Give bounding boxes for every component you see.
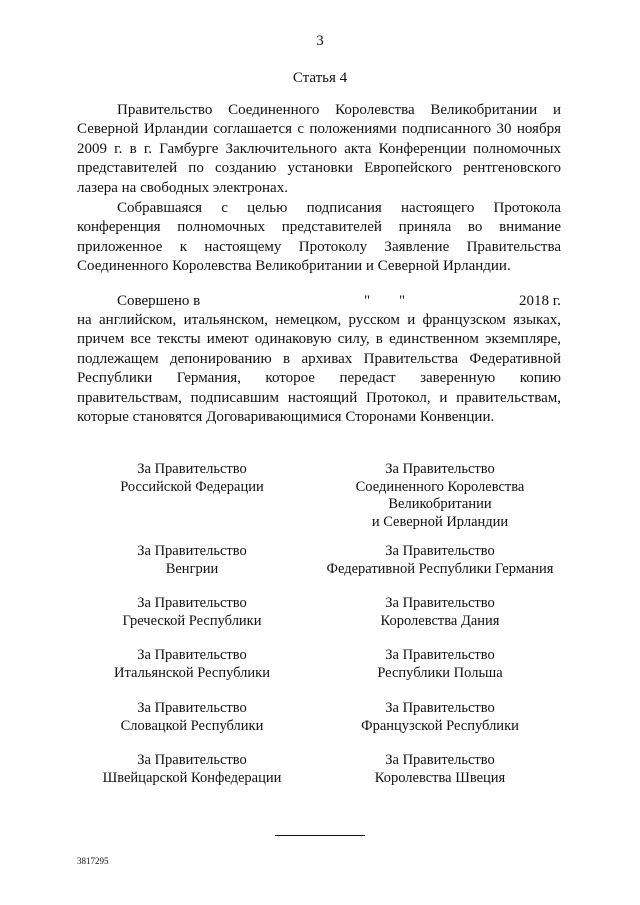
quote-open: " bbox=[364, 293, 371, 309]
signature-party: Греческой Республики bbox=[122, 612, 262, 629]
signature-party: Королевства Дания bbox=[380, 612, 500, 629]
paragraph-1: Правительство Соединенного Королевства Великобритании и Северной Ирландии соглашается с положениями подписанного 30 ноября 2009 г. в г. Гамбурге Заключительного акта Конференции полномочных представителей по созданию установки Европейского рентгеновского лазера на свободных электронах. bbox=[77, 102, 561, 196]
signature-block-right bbox=[315, 752, 565, 787]
signature-block-left bbox=[82, 543, 302, 578]
signature-line: За Правительство bbox=[137, 595, 247, 611]
signature-party: Российской Федерации bbox=[120, 478, 264, 495]
signature-block-right bbox=[315, 543, 565, 578]
signature-party: Французской Республики bbox=[361, 717, 519, 734]
signature-party: Венгрии bbox=[165, 560, 219, 577]
signature-party: Словацкой Республики bbox=[120, 717, 264, 734]
signature-party: и Северной Ирландии bbox=[371, 513, 509, 530]
paragraph-2: Собравшаяся с целью подписания настоящего Протокола конференция полномочных представителей приняла во внимание приложенное к настоящему Протоколу Заявление Правительства Соединенного Королевства Великобритании и Северной Ирландии. bbox=[77, 200, 561, 275]
done-at-label: Совершено в bbox=[117, 293, 201, 309]
signature-line: За Правительство bbox=[137, 700, 247, 716]
signature-line: За Правительство bbox=[137, 752, 247, 768]
article-title: Статья 4 bbox=[292, 70, 348, 86]
signature-block-right bbox=[315, 461, 565, 531]
signature-line: За Правительство bbox=[385, 647, 495, 663]
signature-block-left bbox=[82, 595, 302, 630]
signature-party: Федеративной Республики Германия bbox=[326, 560, 554, 577]
signature-block-left bbox=[82, 461, 302, 496]
signature-block-right bbox=[315, 647, 565, 682]
signature-line: За Правительство bbox=[385, 595, 495, 611]
quote-close: " bbox=[399, 293, 406, 309]
signature-block-left bbox=[82, 700, 302, 735]
signature-party: Соединенного Королевства bbox=[355, 478, 525, 495]
signature-party: Королевства Швеция bbox=[374, 769, 506, 786]
signature-line: За Правительство bbox=[137, 543, 247, 559]
signature-line: За Правительство bbox=[385, 700, 495, 716]
signature-block-right bbox=[315, 595, 565, 630]
signed-line bbox=[77, 292, 561, 312]
signature-line: За Правительство bbox=[385, 461, 495, 477]
footer-divider bbox=[275, 835, 365, 836]
page-number: 3 bbox=[316, 33, 324, 49]
paragraph-3: на английском, итальянском, немецком, русском и французском языках, причем все тексты имеют одинаковую силу, в единственном экземпляре, подлежащем депонированию в архивах Правительства Федеративной Республики Германия, которое передаст заверенную копию правительствам, подписавшим настоящий Протокол, и правительствам, которые становятся Договаривающимися Сторонами Конвенции. bbox=[77, 312, 561, 426]
year-label: 2018 г. bbox=[519, 293, 561, 309]
signature-party: Швейцарской Конфедерации bbox=[102, 769, 282, 786]
signature-party: Республики Польша bbox=[377, 664, 503, 681]
signature-line: За Правительство bbox=[137, 461, 247, 477]
signature-block-left bbox=[82, 647, 302, 682]
signature-party: Итальянской Республики bbox=[114, 664, 270, 681]
signature-line: За Правительство bbox=[385, 752, 495, 768]
signature-party: Великобритании bbox=[388, 496, 492, 513]
signature-line: За Правительство bbox=[385, 543, 495, 559]
signature-block-left bbox=[82, 752, 302, 787]
signature-block-right bbox=[315, 700, 565, 735]
document-code: 3817295 bbox=[77, 856, 109, 866]
signature-line: За Правительство bbox=[137, 647, 247, 663]
